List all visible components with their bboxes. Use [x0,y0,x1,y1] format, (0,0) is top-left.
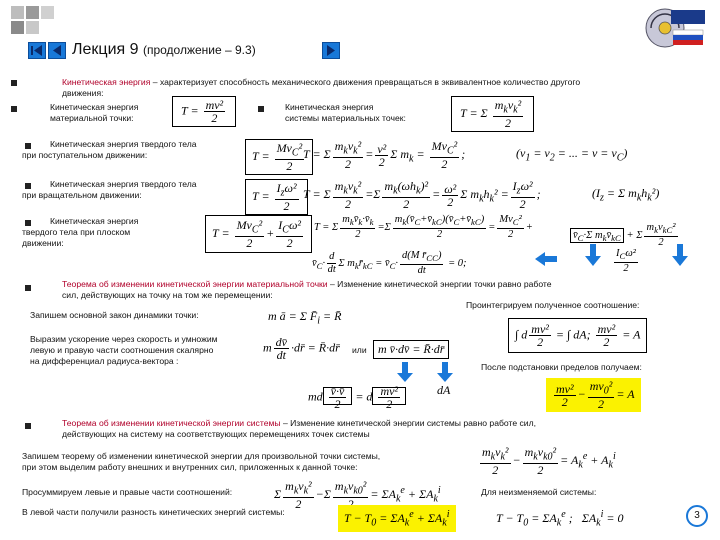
formula-diff-a: m $\frac{dv̄}{dt}$ ·dr̄ = R̄·dr̄ [263,335,340,362]
rigid-plane-c: движении: [22,238,64,248]
next-slide-icon [323,43,339,58]
bullet [258,106,264,112]
formula-plane-part: $v̄_C\cdot\Sigma$ $m_kv̄_{kC} + \Sigma$ $\frac{m_kv_{kC}^2}{2}$ [570,222,680,249]
title-main: Лекция 9 [72,41,139,58]
decor-square [11,21,24,34]
point-label-b: материальной точки: [50,113,134,123]
back-arrow-icon [49,43,65,58]
bullet [11,106,17,112]
formula-sys-point: $\frac{m_kv_k^2}{2}$ − $\frac{m_kv_{k0}^2}{2}$ = $A_k^e + A_k^i$ [482,445,616,478]
invariable-text: Для неизменяемой системы: [481,487,597,497]
bullet [25,183,31,189]
formula-plane-cond: $v̄_C\cdot$ $\frac{d}{dt}$ Σ $m_kr̄_{kC}$ = $v̄_C\cdot$ $\frac{d(M r̄_{CC})}{dt}$ = 0; [312,250,467,277]
prev-button[interactable] [48,42,66,59]
theorem1-body: – Изменение кинетической энергии точки равно работе [327,279,552,289]
system-write-b: при этом выделим работу внешних и внутренних сил, приложенных к данной точке: [22,462,358,472]
rigid-rot-a: Кинетическая энергия твердого тела [50,179,197,189]
formula-point: T = $\frac{\text{mv²}}{2}$ [172,96,236,127]
definition-text [62,77,580,88]
formula-final: $\frac{\text{mv²}}{2}$ − $\frac{mv_0^2}{2}$ = A [546,378,641,412]
newton-text: Запишем основной закон динамики точки: [30,310,199,320]
formula-invariable: $T - T_0 = \Sigma A_k^e$ ; $\Sigma A_k^i = 0$ [496,509,624,529]
sum-parts: Просуммируем левые и правые части соотношений: [22,487,233,497]
theorem1-line1 [62,279,552,290]
definition-body: – характеризует способность механического движения превращаться в эквивалентное количество другого [150,77,581,87]
theorem1-term: Теорема об изменении кинетической энергии материальной точки [62,279,328,289]
after-limits: После подстановки пределов получаем: [481,362,642,372]
formula-newton: m ā = Σ $F̄_i$ = R̄ [268,309,342,327]
theorem2-line1 [62,418,536,429]
theorem2-body: – Изменение кинетической энергии системы равно работе сил, [280,418,536,428]
theorem2-line2: действующих на систему на соответствующих перемещениях точек системы [62,429,370,439]
formula-trans-long: T = Σ $\frac{m_kv_k^2}{2}$ = $\frac{\text{v²}}{2}$ Σ $m_k$ = $\frac{Mv_C^2}{2}$ ; [303,139,466,172]
rigid-rot-b: при вращательном движении: [22,190,142,200]
decor-square [26,21,39,34]
formula-d: md $\frac{v̄\cdot v̄}{2}$ = d $\frac{\text{mv²}}{2}$ [308,385,406,410]
formula-plane-end: $\frac{I_C\omega^2}{2}$ [616,248,636,275]
decor-square [41,6,54,19]
prev-slide-icon [29,43,45,58]
left-arrow-icon [535,252,557,271]
integrate-text: Проинтегрируем полученное соотношение: [466,300,640,310]
rigid-plane-b: твердого тела при плоском [22,227,131,237]
formula-integral: ∫ d $\frac{\text{mv²}}{2}$ = ∫ dA; $\frac{\text{mv²}}{2}$ = A [508,318,647,353]
definition-term: Кинетическая энергия [62,77,151,87]
down-arrow-icon [397,362,413,387]
next-slide-button[interactable] [322,42,340,59]
or-word: или [352,345,367,355]
down-arrow-icon [585,244,601,271]
formula-left: $T - T_0 = \Sigma A_k^e + \Sigma A_k^i$ [338,505,456,532]
theorem1-line2: сил, действующих на точку на том же перемещении: [62,290,273,300]
system-write-a: Запишем теорему об изменении кинетической энергии для произвольной точки системы, [22,451,381,461]
formula-diff-b: m v̄·dv̄ = R̄·dr̄ [373,340,449,359]
theorem2-term: Теорема об изменении кинетической энергии системы [62,418,281,428]
formula-rot-long: T = Σ $\frac{m_kv_k^2}{2}$ =Σ $\frac{m_k(\omega h_k)^2}{2}$ = $\frac{\text{ω²}}{2}$ Σ $m_kh_k^2$ = $\frac{I_z\omega^2}{2}$ ; [303,179,541,212]
down-arrow-icon [672,244,688,271]
formula-trans-cond: ($v_1 = v_2$ = ... = $v = v_C$) [516,146,628,164]
page-number-badge [686,505,708,527]
formula-sys-sum: Σ $\frac{m_kv_k^2}{2}$ −Σ $m_kv_{k0}^2$ = $\Sigma A_k^e + \Sigma A_k^i$ [274,479,441,512]
rigid-plane-a: Кинетическая энергия [50,216,139,226]
formula-dA: dA [437,383,451,397]
decor-square [11,6,24,19]
left-side-text: В левой части получили разность кинетических энергий системы: [22,507,285,517]
system-label-a: Кинетическая энергия [285,102,374,112]
rigid-trans-a: Кинетическая энергия твердого тела [50,139,197,149]
express-c: на дифференциал радиуса-вектора : [30,356,179,366]
formula-plane-long: T = Σ $\frac{m_kv̄_k\cdot v̄_k}{2}$ =Σ $\frac{m_k(v̄_C+v̄_{kC})(v̄_C+v̄_{kC})}{2}$ = $\frac{Mv_C^2}{2}$ + [314,214,533,241]
university-logo-icon [643,4,709,52]
point-label-a: Кинетическая энергия [50,102,139,112]
definition-text-2: движения: [62,88,104,98]
formula-system: T = Σ $\frac{m_kv_k^2}{2}$ [451,96,534,132]
bullet [25,220,31,226]
formula-rot-cond: ($I_z = \Sigma$ $m_kh_k^2$) [592,186,660,204]
page-title [72,40,256,60]
page-number: 3 [694,510,700,521]
express-a: Выразим ускорение через скорость и умножим [30,334,218,344]
rigid-trans-b: при поступательном движении: [22,150,148,160]
formula-plane-short: T = $\frac{Mv_C^2}{2}$ + $\frac{I_C\omega^2}{2}$ [205,215,312,253]
express-b: левую и правую части соотношения скалярно [30,345,214,355]
bullet [25,285,31,291]
system-label-b: системы материальных точек: [285,113,406,123]
formula-trans-short: T = $\frac{Mv_C^2}{2}$ [245,139,313,175]
decor-square [26,6,39,19]
bullet [25,423,31,429]
bullet [25,143,31,149]
prev-slide-button[interactable] [28,42,46,59]
bullet [11,80,17,86]
formula-rot-short: T = $\frac{I_z\omega^2}{2}$ [245,179,308,215]
title-sub: (продолжение – 9.3) [142,43,256,57]
